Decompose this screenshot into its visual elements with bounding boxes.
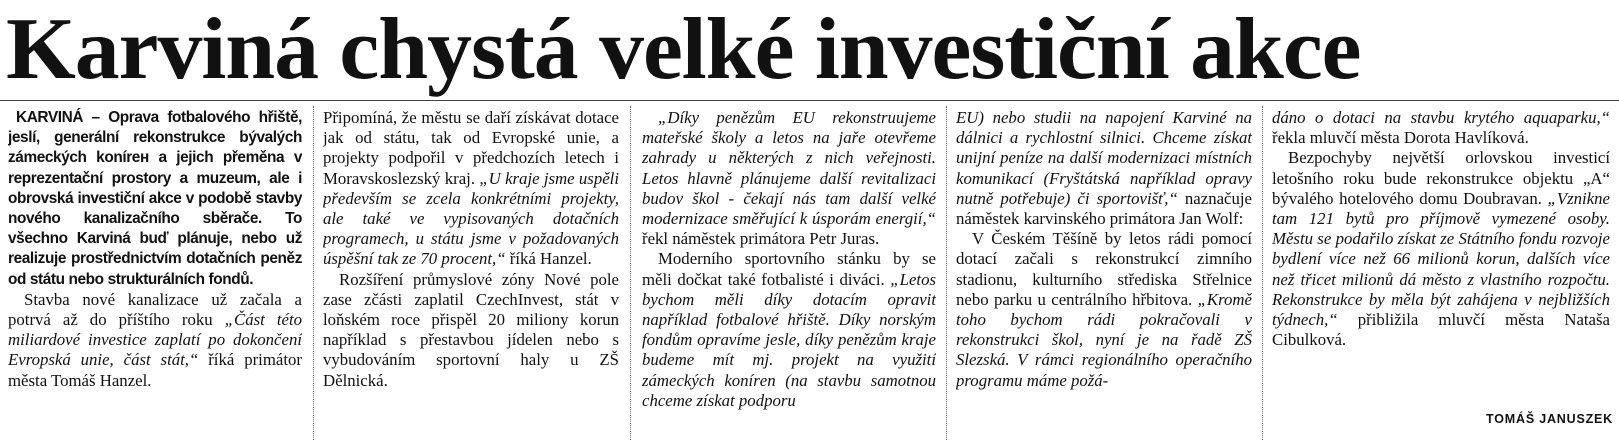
paragraph [642, 249, 936, 411]
text-span: Připomíná, že městu se daří získávat dotace jak od státu, tak od Evropské unie, a projekty podpořil v předchozích letech i Moravskoslezský kraj. [323, 108, 619, 188]
quote-span: „U kraje jsme uspěli především se zcela konkrétními projekty, ale také ve vypisovaných dotačních programech, u státu jsme v požadovaných úspěšní tak ze 70 procent,“ [323, 168, 619, 269]
paragraph [1272, 148, 1610, 350]
lead-paragraph [8, 108, 302, 290]
quote-span: „Díky penězům EU rekonstruujeme mateřské školy a letos na jaře otevřeme zahrady u některých z nich veřejnosti. Letos hlavně plánujeme další revitalizaci budov škol - čekají nás tam další velké modernizace směřující k úsporám energií,“ [642, 108, 936, 229]
quote-span: „Kromě toho bychom rádi pokračovali v rekonstrukci škol, nyní je na řadě ZŠ Slezská. V rámci regionálního operačního programu máme požá- [956, 289, 1252, 390]
paragraph [956, 229, 1252, 391]
column-separator [946, 106, 947, 440]
text-span: Stavba nové kanalizace už začala a potrvá až do příštího roku [8, 289, 302, 330]
author-byline: TOMÁŠ JANUSZEK [1486, 412, 1613, 426]
column-3 [642, 108, 936, 438]
paragraph [1272, 108, 1610, 148]
text-span: naznačuje náměstek karvinského primátora Jan Wolf: [956, 188, 1252, 229]
column-separator [630, 106, 631, 440]
dateline: KARVINÁ – [16, 109, 109, 126]
column-separator [1262, 106, 1263, 440]
text-span: Moderního sportovního stánku by se měli dočkat také fotbalisté i diváci. [642, 249, 936, 289]
paragraph [8, 290, 302, 391]
headline: Karviná chystá velké investiční akce [6, 1, 1361, 98]
quote-span: dáno o dotaci na stavbu krytého aquaparku,“ [1272, 108, 1610, 127]
headline-rule [0, 100, 1619, 101]
paragraph [323, 108, 619, 270]
text-span: řekl náměstek primátora Petr Juras. [642, 229, 880, 249]
paragraph: Rozšíření průmyslové zóny Nové pole zase zčásti zaplatil CzechInvest, stát v loňském roce přispěl 20 miliony korun například s přestavbou jídelen nebo s vybudováním sportovní haly u ZŠ Dělnická. [323, 269, 619, 390]
paragraph [956, 108, 1252, 229]
column-2 [323, 108, 619, 438]
column-separator [313, 106, 314, 440]
text-span: říká primátor města Tomáš Hanzel. [8, 350, 302, 390]
column-1 [8, 108, 302, 438]
quote-span: EU) nebo studii na napojení Karviné na dálnici a rychlostní silnici. Chceme získat unijní peníze na další modernizaci místních komunikací (Fryštátská například opravy nutně potřebuje) či sportovišť,“ [956, 108, 1252, 208]
text-span: přibližila mluvčí města Nataša Cibulková. [1272, 310, 1610, 350]
text-span: řekla mluvčí města Dorota Havlíková. [1272, 128, 1529, 148]
paragraph [642, 108, 936, 249]
lead-text: Oprava fotbalového hřiště, jeslí, generální rekonstrukce bývalých zámeckých konírен a jejich přeměna v reprezentační prostory a muzeum, ale i obrovská investiční akce v podobě stavby nového kanalizačního sběrače. To všechno Karviná buď plánuje, nebo už realizuje prostřednictvím dotačních peněz od státu nebo strukturálních fondů. [8, 109, 302, 288]
column-4 [956, 108, 1252, 438]
column-5 [1272, 108, 1610, 413]
quote-span: „Vznikne tam 121 bytů pro příjmově vymezené osoby. Městu se podařilo získat ze Státního fondu rozvoje bydlení více než 66 milionů korun, dalších více než třicet milionů dá město z vlastního rozpočtu. Rekonstrukce by měla být zahájena v nejbližších týdnech,“ [1272, 188, 1610, 330]
text-span: Bezpochyby největší orlovskou investicí letošního roku bude rekonstrukce objektu „A“ bývalého hotelového domu Doubravan. [1272, 148, 1610, 208]
text-span: říká Hanzel. [505, 249, 592, 269]
quote-span: „Letos bychom měli díky dotacím opravit například fotbalové hřiště. Díky norským fondům opravíme jesle, díky penězům kraje budeme mít mj. projekt na využití zámeckých konírеn (na stavbu samotnou chceme získat podporu [642, 269, 936, 410]
quote-span: „Část této miliardové investice zaplatí po dokončení Evropská unie, část stát,“ [8, 310, 302, 370]
text-span: V Českém Těšíně by letos rádi pomocí dotací začali s rekonstrukcí zimního stadionu, kulturního střediska Střelnice nebo parku u centrálního hřbitova. [956, 229, 1252, 309]
